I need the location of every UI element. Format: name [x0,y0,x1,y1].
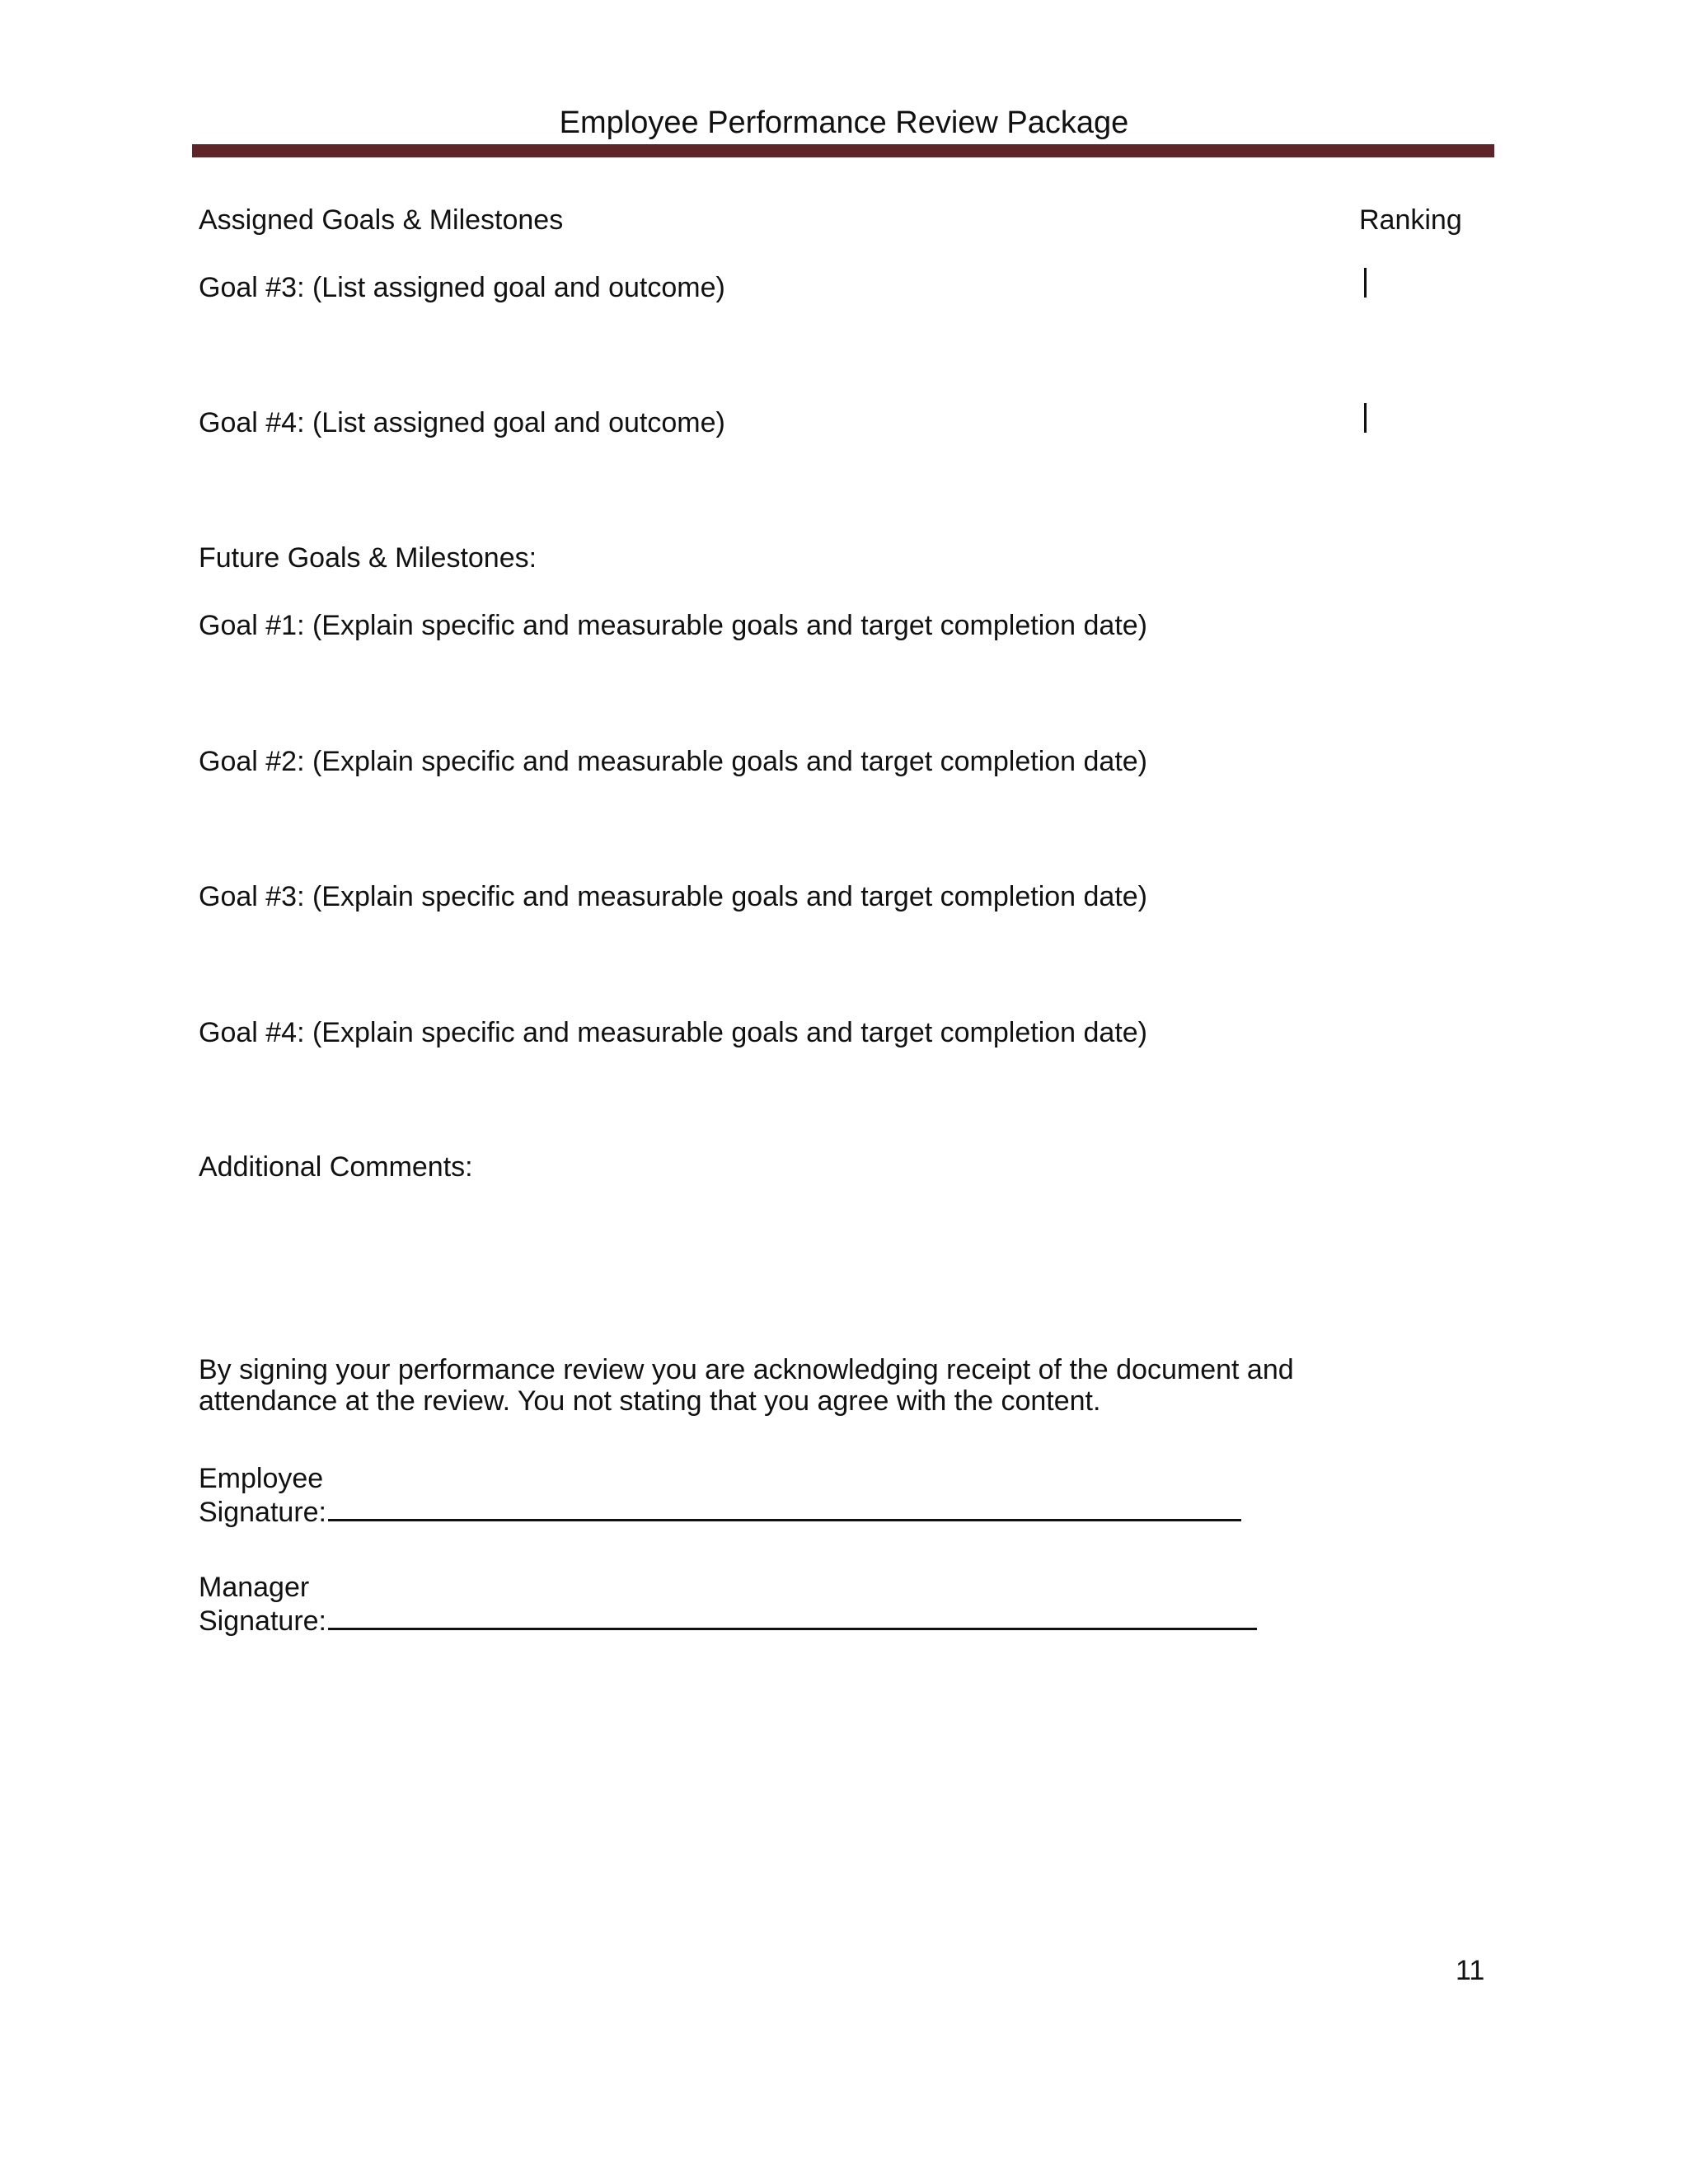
employee-signature-row [199,1494,1241,1528]
employee-signature-label: Employee [199,1463,324,1494]
assigned-goals-heading: Assigned Goals & Milestones [199,204,564,236]
employee-signature-label-2: Signature: [199,1497,326,1528]
manager-signature-label-2: Signature: [199,1605,326,1637]
future-goals-heading: Future Goals & Milestones: [199,542,537,574]
manager-signature-row [199,1603,1257,1637]
ranking-field-goal-4[interactable] [1364,403,1367,433]
additional-comments-heading: Additional Comments: [199,1151,473,1183]
document-title: Employee Performance Review Package [559,105,1129,140]
assigned-goal-4-text: Goal #4: (List assigned goal and outcome) [199,407,725,438]
future-goal-2-text: Goal #2: (Explain specific and measurable goals and target completion date) [199,746,1148,777]
assigned-goal-3-text: Goal #3: (List assigned goal and outcome) [199,272,725,303]
acknowledgement-line-2: attendance at the review. You not stating that you agree with the content. [199,1385,1101,1417]
future-goal-3-text: Goal #3: (Explain specific and measurable goals and target completion date) [199,881,1148,912]
ranking-field-goal-3[interactable] [1364,268,1367,298]
manager-signature-line[interactable] [328,1603,1257,1630]
ranking-heading: Ranking [1359,204,1462,236]
future-goal-4-text: Goal #4: (Explain specific and measurable goals and target completion date) [199,1017,1148,1048]
header-rule [192,144,1494,157]
future-goal-1-text: Goal #1: (Explain specific and measurable goals and target completion date) [199,610,1148,641]
acknowledgement-line-1: By signing your performance review you are acknowledging receipt of the document and [199,1354,1294,1385]
employee-signature-line[interactable] [328,1494,1241,1521]
manager-signature-label: Manager [199,1572,310,1603]
page-number: 11 [1456,1955,1485,1986]
